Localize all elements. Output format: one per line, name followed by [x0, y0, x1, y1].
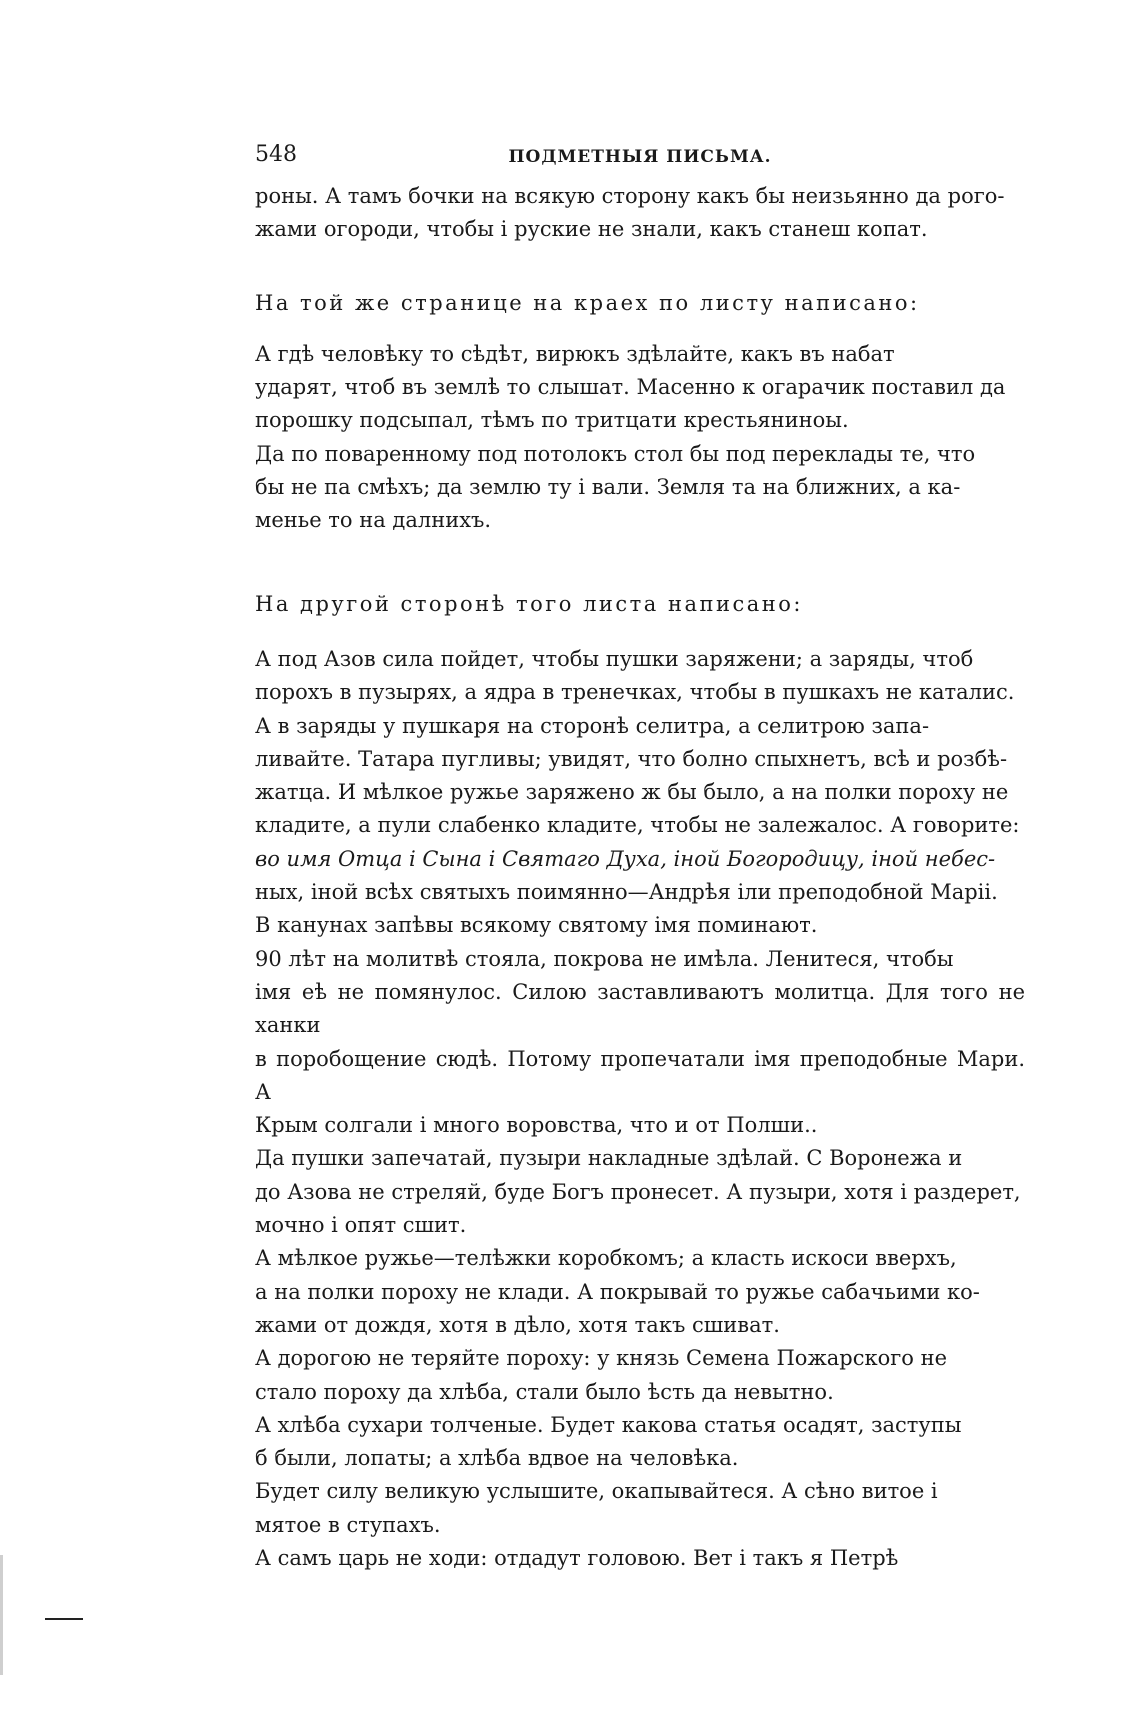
text-line: А хлѣба сухари толченые. Будет какова статья осадят, заступы: [255, 1412, 962, 1437]
text-line: ударят, чтоб въ землѣ то слышат. Масенно к огарачик поставил да: [255, 375, 1006, 400]
section-heading: На другой сторонѣ того листа написано:: [255, 591, 803, 616]
text-line: б были, лопаты; а хлѣба вдвое на человѣка.: [255, 1446, 739, 1471]
paragraph: [255, 1409, 1025, 1476]
text-line: А самъ царь не ходи: отдадут головою. Вет і такъ я Петрѣ: [255, 1545, 899, 1570]
text-line: мочно і опят сшит.: [255, 1213, 467, 1238]
body-text: [255, 180, 1025, 1575]
text-line: Да пушки запечатай, пузыри накладные здѣлай. С Воронежа и: [255, 1146, 963, 1171]
paragraph: [255, 1542, 1025, 1575]
text-line: 90 лѣт на молитвѣ стояла, покрова не имѣла. Ленитеся, чтобы: [255, 946, 954, 971]
paragraph: [255, 943, 1025, 1143]
text-line: ных, іной всѣх святыхъ поимянно—Андрѣя іли преподобной Маріі.: [255, 880, 998, 905]
section-heading: На той же странице на краех по листу написано:: [255, 290, 920, 315]
text-line: А мѣлкое ружье—телѣжки коробкомъ; а класть искоси вверхъ,: [255, 1246, 957, 1271]
paragraph: [255, 710, 1025, 910]
text-line: А под Азов сила пойдет, чтобы пушки заряжени; а заряды, чтоб: [255, 646, 974, 671]
running-title: ПОДМЕТНЫЯ ПИСЬМА.: [508, 147, 772, 167]
text-line: Да по поваренному под потолокъ стол бы под переклады те, что: [255, 441, 976, 466]
text-line: Крым солгали і много воровства, что и от Полши..: [255, 1113, 818, 1138]
page: [255, 140, 1025, 1575]
text-line: А гдѣ человѣку то сѣдѣт, вирюкъ здѣлайте, какъ въ набат: [255, 341, 895, 366]
text-line: бы не па смѣхъ; да землю ту і вали. Земля та на ближних, а ка-: [255, 475, 961, 500]
paragraph: [255, 1242, 1025, 1342]
running-head: [255, 140, 1025, 180]
text-line: ливайте. Татара пугливы; увидят, что болно спыхнетъ, всѣ и розбѣ-: [255, 746, 1008, 771]
text-line: А в заряды у пушкаря на сторонѣ селитра, а селитрою запа-: [255, 713, 930, 738]
text-line: А дорогою не теряйте пороху: у князь Семена Пожарского не: [255, 1346, 947, 1371]
paragraph: [255, 1142, 1025, 1242]
text-line: менье то на далнихъ.: [255, 508, 492, 533]
paragraph: [255, 909, 1025, 942]
paragraph: [255, 338, 1025, 438]
text-line: імя еѣ не помянулос. Силою заставливаютъ молитца. Для того не ханки: [255, 979, 1025, 1038]
text-line: роны. А тамъ бочки на всякую сторону какъ бы неизьянно да рого-: [255, 184, 1005, 208]
text-line: жами огороди, чтобы і руские не знали, какъ станеш копат.: [255, 217, 928, 242]
paragraph: [255, 1475, 1025, 1542]
text-line: кладите, а пули слабенко кладите, чтобы не залежалос. А говорите:: [255, 813, 1020, 838]
text-line: порошку подсыпал, тѣмъ по тритцати крестьяниноы.: [255, 408, 849, 433]
margin-rule: [45, 1618, 83, 1620]
text-line: во имя Отца і Сына і Святаго Духа, іной Богородицу, іной небес-: [255, 846, 996, 871]
text-line: В канунах запѣвы всякому святому імя поминают.: [255, 913, 818, 938]
paragraph: [255, 438, 1025, 538]
scan-edge: [0, 1555, 3, 1675]
text-line: а на полки пороху не клади. А покрывай то ружье сабачьими ко-: [255, 1279, 980, 1304]
text-line: Будет силу великую услышите, окапывайтеся. А сѣно витое і: [255, 1479, 938, 1504]
text-line: стало пороху да хлѣба, стали было ѣсть да невытно.: [255, 1379, 834, 1404]
page-number: 548: [255, 142, 297, 167]
paragraph: [255, 1342, 1025, 1409]
text-line: в порoбощение сюдѣ. Потому пропечатали імя преподобные Мари. А: [255, 1046, 1025, 1104]
paragraph: [255, 643, 1025, 710]
text-line: до Азова не стреляй, буде Богъ пронесет. А пузыри, хотя і раздерет,: [255, 1179, 1021, 1204]
text-line: жами от дождя, хотя в дѣло, хотя такъ сшиват.: [255, 1312, 780, 1337]
text-line: порохъ в пузырях, а ядра в тренечках, чтобы в пушкахъ не каталис.: [255, 680, 1015, 705]
text-line: жатца. И мѣлкое ружье заряжено ж бы было, а на полки пороху не: [255, 780, 1009, 805]
text-line: мятое в ступахъ.: [255, 1512, 441, 1537]
paragraph: [255, 180, 1025, 247]
